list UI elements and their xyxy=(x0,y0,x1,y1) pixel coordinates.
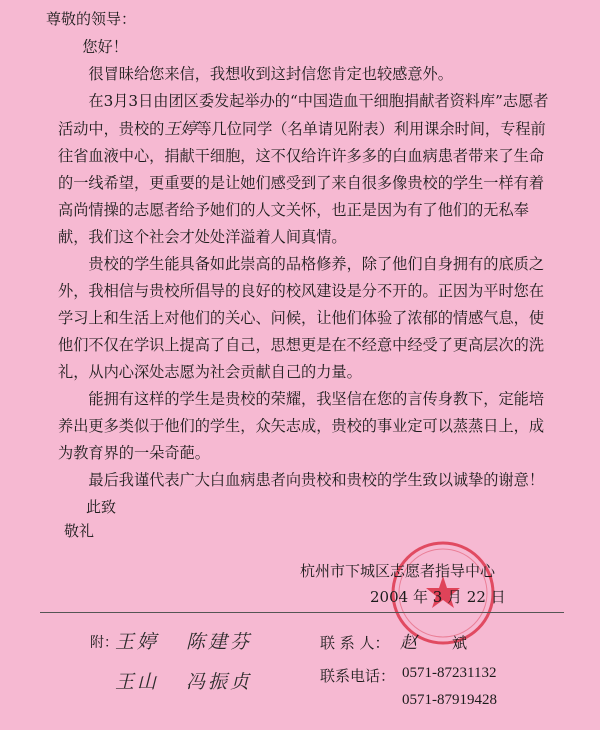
paragraph-3: 贵校的学生能具备如此崇高的品格修养，除了他们自身拥有的底质之外，我相信与贵校所倡导的良好的校风建设是分不开的。正因为平时您在学习上和生活上对他们的关心、问候，让他们体验了浓郁的情感气息，使他们不仅在学识上提高了自己，思想更是在不经意中经受了更高层次的洗礼，从内心深处志愿为社会贡献自己的力量。 xyxy=(58,255,545,381)
phone-number-1: 0571-87231132 xyxy=(402,665,497,681)
paragraph-5: 最后我谨代表广大白血病患者向贵校和贵校的学生致以诚挚的谢意！ xyxy=(88,471,545,489)
attachment-label: 附： xyxy=(90,635,118,651)
paragraph-2-start: 在3月3日由团区委发起举办的“中国造血干细胞捐献者资料库”志愿者活动中，贵校的 xyxy=(58,92,549,138)
paragraph-1: 很冒昧给您来信，我想收到这封信您肯定也较感意外。 xyxy=(88,65,453,83)
paragraph-2 xyxy=(58,88,552,251)
sender-organization: 杭州市下城区志愿者指导中心 xyxy=(300,562,496,580)
closing: 此致 xyxy=(86,498,117,516)
signature-3: 王山 xyxy=(115,671,160,693)
greeting: 您好！ xyxy=(82,38,128,56)
paragraph-2-end: 等几位同学（名单请见附表）利用课余时间，专程前往省血液中心，捐献干细胞，这不仅给许许多多的白血病患者带来了生命的一线希望，更重要的是让她们感受到了来自很多像贵校的学生一样有着高尚情操的志愿者给予她们的人文关怀，也正是因为有了他们的无私奉献，我们这个社会才处处洋溢着人间真情。 xyxy=(58,120,546,246)
respect: 敬礼 xyxy=(64,522,95,540)
signature-2: 陈建芬 xyxy=(186,631,253,653)
contact-person-handwritten: 赵 xyxy=(400,633,417,653)
phone-number-2: 0571-87919428 xyxy=(402,692,497,708)
signature-1: 王婷 xyxy=(115,631,160,653)
divider xyxy=(40,612,564,613)
letter-body xyxy=(58,34,552,494)
paragraph-4: 能拥有这样的学生是贵校的荣耀，我坚信在您的言传身教下，定能培养出更多类似于他们的学生，众矢志成，贵校的事业定可以蒸蒸日上，成为教育界的一朵奇葩。 xyxy=(58,390,545,462)
inline-handwritten-name: 王婷 xyxy=(164,119,197,138)
contact-person-printed: 斌 xyxy=(452,634,468,652)
signature-4: 冯振贞 xyxy=(186,671,253,693)
letter-date: 2004 年 3 月 22 日 xyxy=(370,588,506,606)
contact-person-label: 联 系 人： xyxy=(320,634,390,652)
salutation: 尊敬的领导： xyxy=(46,10,137,28)
phone-label: 联系电话： xyxy=(320,667,396,685)
